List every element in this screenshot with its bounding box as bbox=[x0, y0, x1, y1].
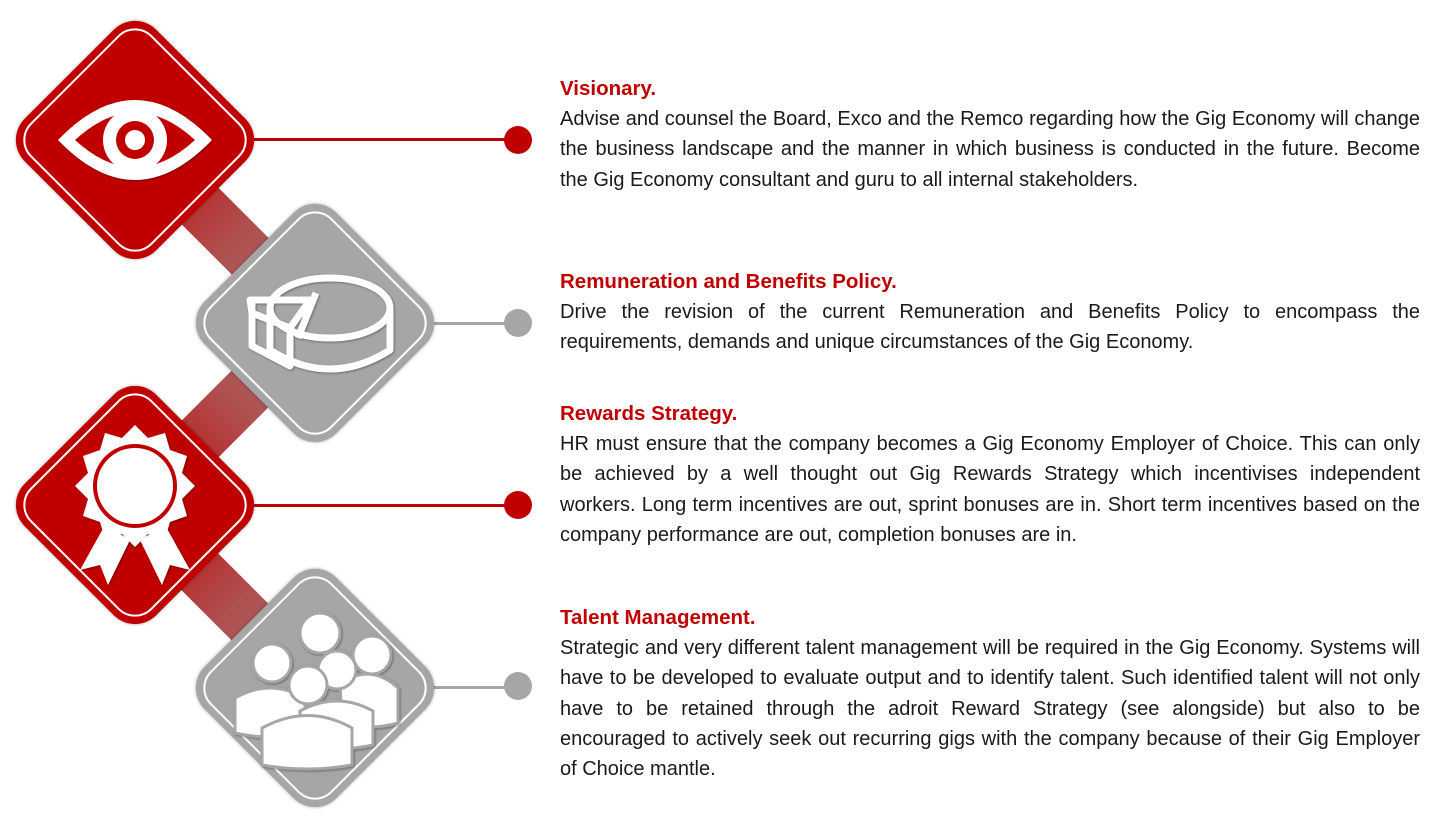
item-title: Rewards Strategy. bbox=[560, 402, 738, 425]
eye-icon bbox=[50, 55, 220, 225]
item-title: Visionary. bbox=[560, 77, 657, 100]
item-rewards bbox=[560, 399, 1420, 550]
item-visionary bbox=[560, 74, 1420, 195]
item-talent bbox=[560, 603, 1420, 784]
marker-dot bbox=[504, 309, 532, 337]
item-title: Remuneration and Benefits Policy. bbox=[560, 270, 897, 293]
award-ribbon-icon bbox=[50, 420, 220, 590]
people-group-icon bbox=[230, 603, 400, 773]
marker-dot bbox=[504, 126, 532, 154]
item-body: Strategic and very different talent management will be required in the Gig Economy. Systems will have to be developed to evaluate output and to identify talent. Such identified talent will not only have to be retained through the adroit Reward Strategy (see alongside) but also to be encouraged to actively seek out recurring gigs with the company because of their Gig Employer of Choice mantle. bbox=[560, 637, 1420, 781]
item-body: Advise and counsel the Board, Exco and the Remco regarding how the Gig Economy will change the business landscape and the manner in which business is conducted in the future. Become the Gig Economy consultant and guru to all internal stakeholders. bbox=[560, 108, 1420, 191]
item-title: Talent Management. bbox=[560, 606, 756, 629]
connector-line bbox=[250, 138, 518, 141]
marker-dot bbox=[504, 672, 532, 700]
pie-chart-icon bbox=[230, 238, 400, 408]
marker-dot bbox=[504, 491, 532, 519]
item-body: Drive the revision of the current Remuneration and Benefits Policy to encompass the requirements, demands and unique circumstances of the Gig Economy. bbox=[560, 301, 1420, 354]
connector-line bbox=[250, 504, 518, 507]
item-remuneration bbox=[560, 267, 1420, 358]
item-body: HR must ensure that the company becomes a Gig Economy Employer of Choice. This can only be achieved by a well thought out Gig Rewards Strategy which incentivises independent workers. Long term incentives are out, sprint bonuses are in. Short term incentives based on the company performance are out, completion bonuses are in. bbox=[560, 433, 1420, 546]
